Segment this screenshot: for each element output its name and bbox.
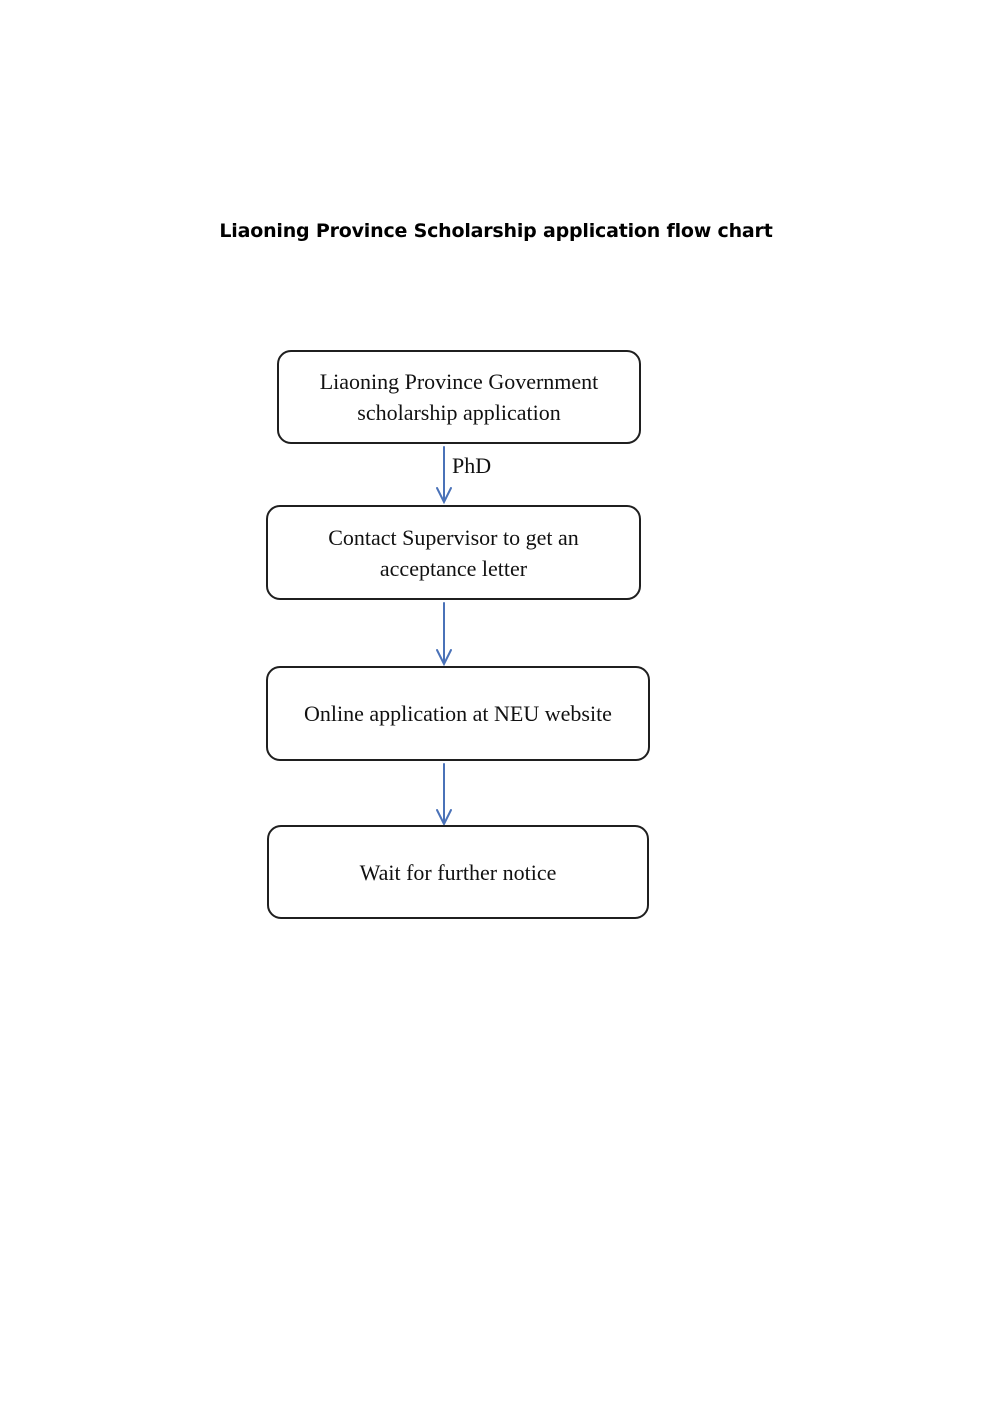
flow-step-label: Online application at NEU website xyxy=(304,701,612,726)
edge-label-phd: PhD xyxy=(452,453,492,478)
flow-step-online-application xyxy=(266,666,650,761)
arrow-2-to-3 xyxy=(437,603,451,664)
page-title: Liaoning Province Scholarship application flow chart xyxy=(219,220,773,242)
flow-step-contact-supervisor xyxy=(266,505,641,600)
flow-step-scholarship-application xyxy=(277,350,641,444)
arrow-3-to-4 xyxy=(437,764,451,824)
flow-step-wait-notice xyxy=(267,825,649,919)
flow-step-label: Liaoning Province Government scholarship application xyxy=(319,369,599,425)
flow-step-label: Wait for further notice xyxy=(359,859,557,885)
arrow-1-to-2 xyxy=(437,447,451,502)
flow-step-label: Contact Supervisor to get an acceptance letter xyxy=(328,524,579,581)
